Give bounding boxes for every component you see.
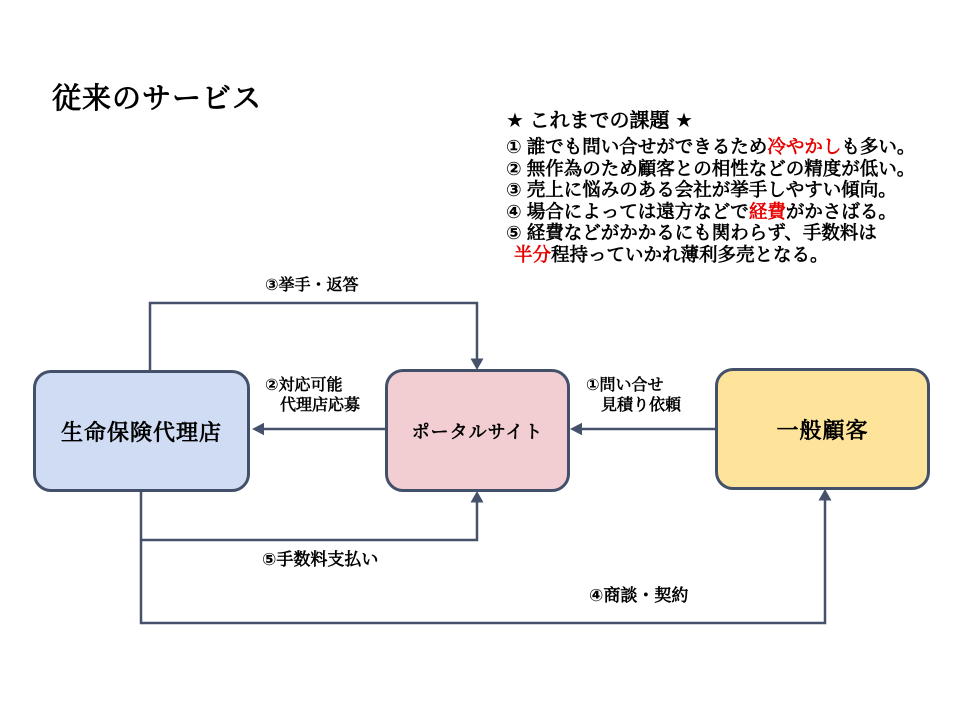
- edge-3-line: [150, 303, 477, 370]
- issue-text: ② 無作為のため顧客との相性などの精度が低い。: [506, 157, 916, 179]
- issue-text: がかさばる。: [785, 200, 897, 222]
- edge-label-line: 代理店応募: [280, 397, 361, 414]
- edge-label-available-agency-apply: [265, 376, 360, 416]
- edge-4-line: [141, 499, 825, 623]
- issue-highlight: 半分: [514, 243, 552, 265]
- node-portal-site: [385, 369, 570, 492]
- edge-5-arrowhead: [471, 491, 484, 503]
- node-label: ポータルサイト: [411, 421, 544, 442]
- edge-label-fee-payment: ⑤手数料支払い: [262, 550, 379, 569]
- edge-label-line: ①問い合せ: [586, 377, 664, 394]
- issue-text: ④ 場合によっては遠方などで: [506, 200, 749, 222]
- issue-text: ⑤ 経費などがかかるにも関わらず、手数料は: [506, 222, 877, 243]
- node-label: 一般顧客: [776, 417, 869, 443]
- edge-5-line: [141, 492, 477, 540]
- issue-text: ① 誰でも問い合せができるため: [506, 136, 768, 157]
- edge-label-raise-hand-reply: ③挙手・返答: [265, 277, 359, 294]
- issue-highlight: 冷やかし: [767, 136, 842, 157]
- node-label: 生命保険代理店: [60, 419, 222, 445]
- edge-label-line: 見積り依頼: [601, 397, 682, 414]
- page-title: 従来のサービス: [52, 83, 263, 115]
- issue-highlight: 経費: [748, 200, 786, 222]
- edge-1-arrowhead: [570, 423, 582, 435]
- edge-label-inquiry-quote-request: [586, 376, 681, 416]
- node-general-customer: [715, 368, 930, 490]
- issue-text: ③ 売上に悩みのある会社が挙手しやすい傾向。: [506, 179, 897, 200]
- edge-label-line: ②対応可能: [265, 377, 343, 394]
- issues-heading: ★ これまでの課題 ★: [506, 110, 693, 132]
- issue-text: も多い。: [841, 136, 916, 157]
- edge-4-arrowhead: [819, 489, 832, 501]
- node-life-insurance-agency: [33, 370, 250, 492]
- edge-2-arrowhead: [252, 423, 264, 435]
- issue-text: 程持っていかれ薄利多売となる。: [551, 243, 829, 265]
- edge-label-negotiation-contract: ④商談・契約: [589, 586, 689, 605]
